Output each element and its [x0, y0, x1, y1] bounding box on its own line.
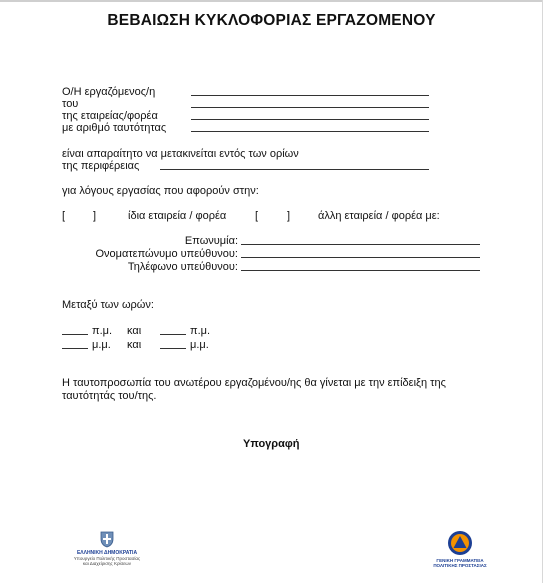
pm-end-unit: μ.μ. [190, 339, 209, 351]
company-line[interactable] [191, 119, 429, 120]
employee-name-line[interactable] [191, 95, 429, 96]
am-start-line[interactable] [62, 334, 88, 335]
identification-line-2: ταυτότητάς του/της. [62, 390, 157, 402]
am-and-text: και [127, 325, 142, 337]
same-company-checkbox-open[interactable]: [ [62, 210, 66, 222]
am-end-unit: π.μ. [190, 325, 211, 337]
reason-text: για λόγους εργασίας που αφορούν στην: [62, 185, 259, 197]
left-footer-logo [62, 530, 152, 580]
pm-start-unit: μ.μ. [92, 339, 111, 351]
pm-and-text: και [127, 339, 142, 351]
company-label: της εταιρείας/φορέα [62, 110, 158, 122]
pm-end-line[interactable] [160, 348, 186, 349]
other-company-label: άλλη εταιρεία / φορέα με: [318, 210, 440, 222]
right-footer-line-2: ΠΟΛΙΤΙΚΗΣ ΠΡΟΣΤΑΣΙΑΣ [433, 563, 487, 568]
statement-line-1: είναι απαραίτητο να μετακινείται εντός των ορίων [62, 148, 299, 160]
right-footer-logo [425, 530, 495, 580]
left-footer-org: ΕΛΛΗΝΙΚΗ ΔΗΜΟΚΡΑΤΙΑ [76, 550, 138, 556]
company-name-label: Επωνυμία: [184, 235, 238, 247]
same-company-label: ίδια εταιρεία / φορέα [128, 210, 227, 222]
company-name-line[interactable] [241, 244, 480, 245]
hours-label: Μεταξύ των ωρών: [62, 299, 154, 311]
left-footer-sub-2: και Διαχείρισης Κρίσεων [82, 561, 132, 566]
region-line[interactable] [160, 169, 429, 170]
other-company-checkbox-open[interactable]: [ [255, 210, 259, 222]
father-name-label: του [62, 98, 79, 110]
other-company-checkbox-close[interactable]: ] [287, 210, 291, 222]
identification-line-1: Η ταυτοπροσωπία του ανωτέρου εργαζομένου/ης θα γίνεται με την επίδειξη της [62, 377, 446, 389]
responsible-name-line[interactable] [241, 257, 480, 258]
am-end-line[interactable] [160, 334, 186, 335]
civil-protection-emblem-icon [447, 530, 473, 556]
am-start-unit: π.μ. [92, 325, 113, 337]
id-number-label: με αριθμό ταυτότητας [62, 122, 167, 134]
father-name-line[interactable] [191, 107, 429, 108]
pm-start-line[interactable] [62, 348, 88, 349]
responsible-phone-line[interactable] [241, 270, 480, 271]
employee-label: Ο/Η εργαζόμενος/η [62, 86, 156, 98]
right-footer-line-1: ΓΕΝΙΚΗ ΓΡΑΜΜΑΤΕΙΑ [436, 558, 484, 563]
responsible-name-label: Ονοματεπώνυμο υπεύθυνου: [95, 248, 238, 260]
same-company-checkbox-close[interactable]: ] [93, 210, 97, 222]
signature-label: Υπογραφή [243, 438, 300, 450]
id-number-line[interactable] [191, 131, 429, 132]
left-footer-sub-1: Υπουργείο Πολιτικής Προστασίας [73, 556, 141, 561]
greek-coat-of-arms-icon [99, 530, 115, 548]
document-title: ΒΕΒΑΙΩΣΗ ΚΥΚΛΟΦΟΡΙΑΣ ΕΡΓΑΖΟΜΕΝΟΥ [107, 12, 436, 29]
statement-line-2: της περιφέρειας [62, 160, 140, 172]
responsible-phone-label: Τηλέφωνο υπεύθυνου: [127, 261, 238, 273]
page-top-border [0, 0, 543, 2]
